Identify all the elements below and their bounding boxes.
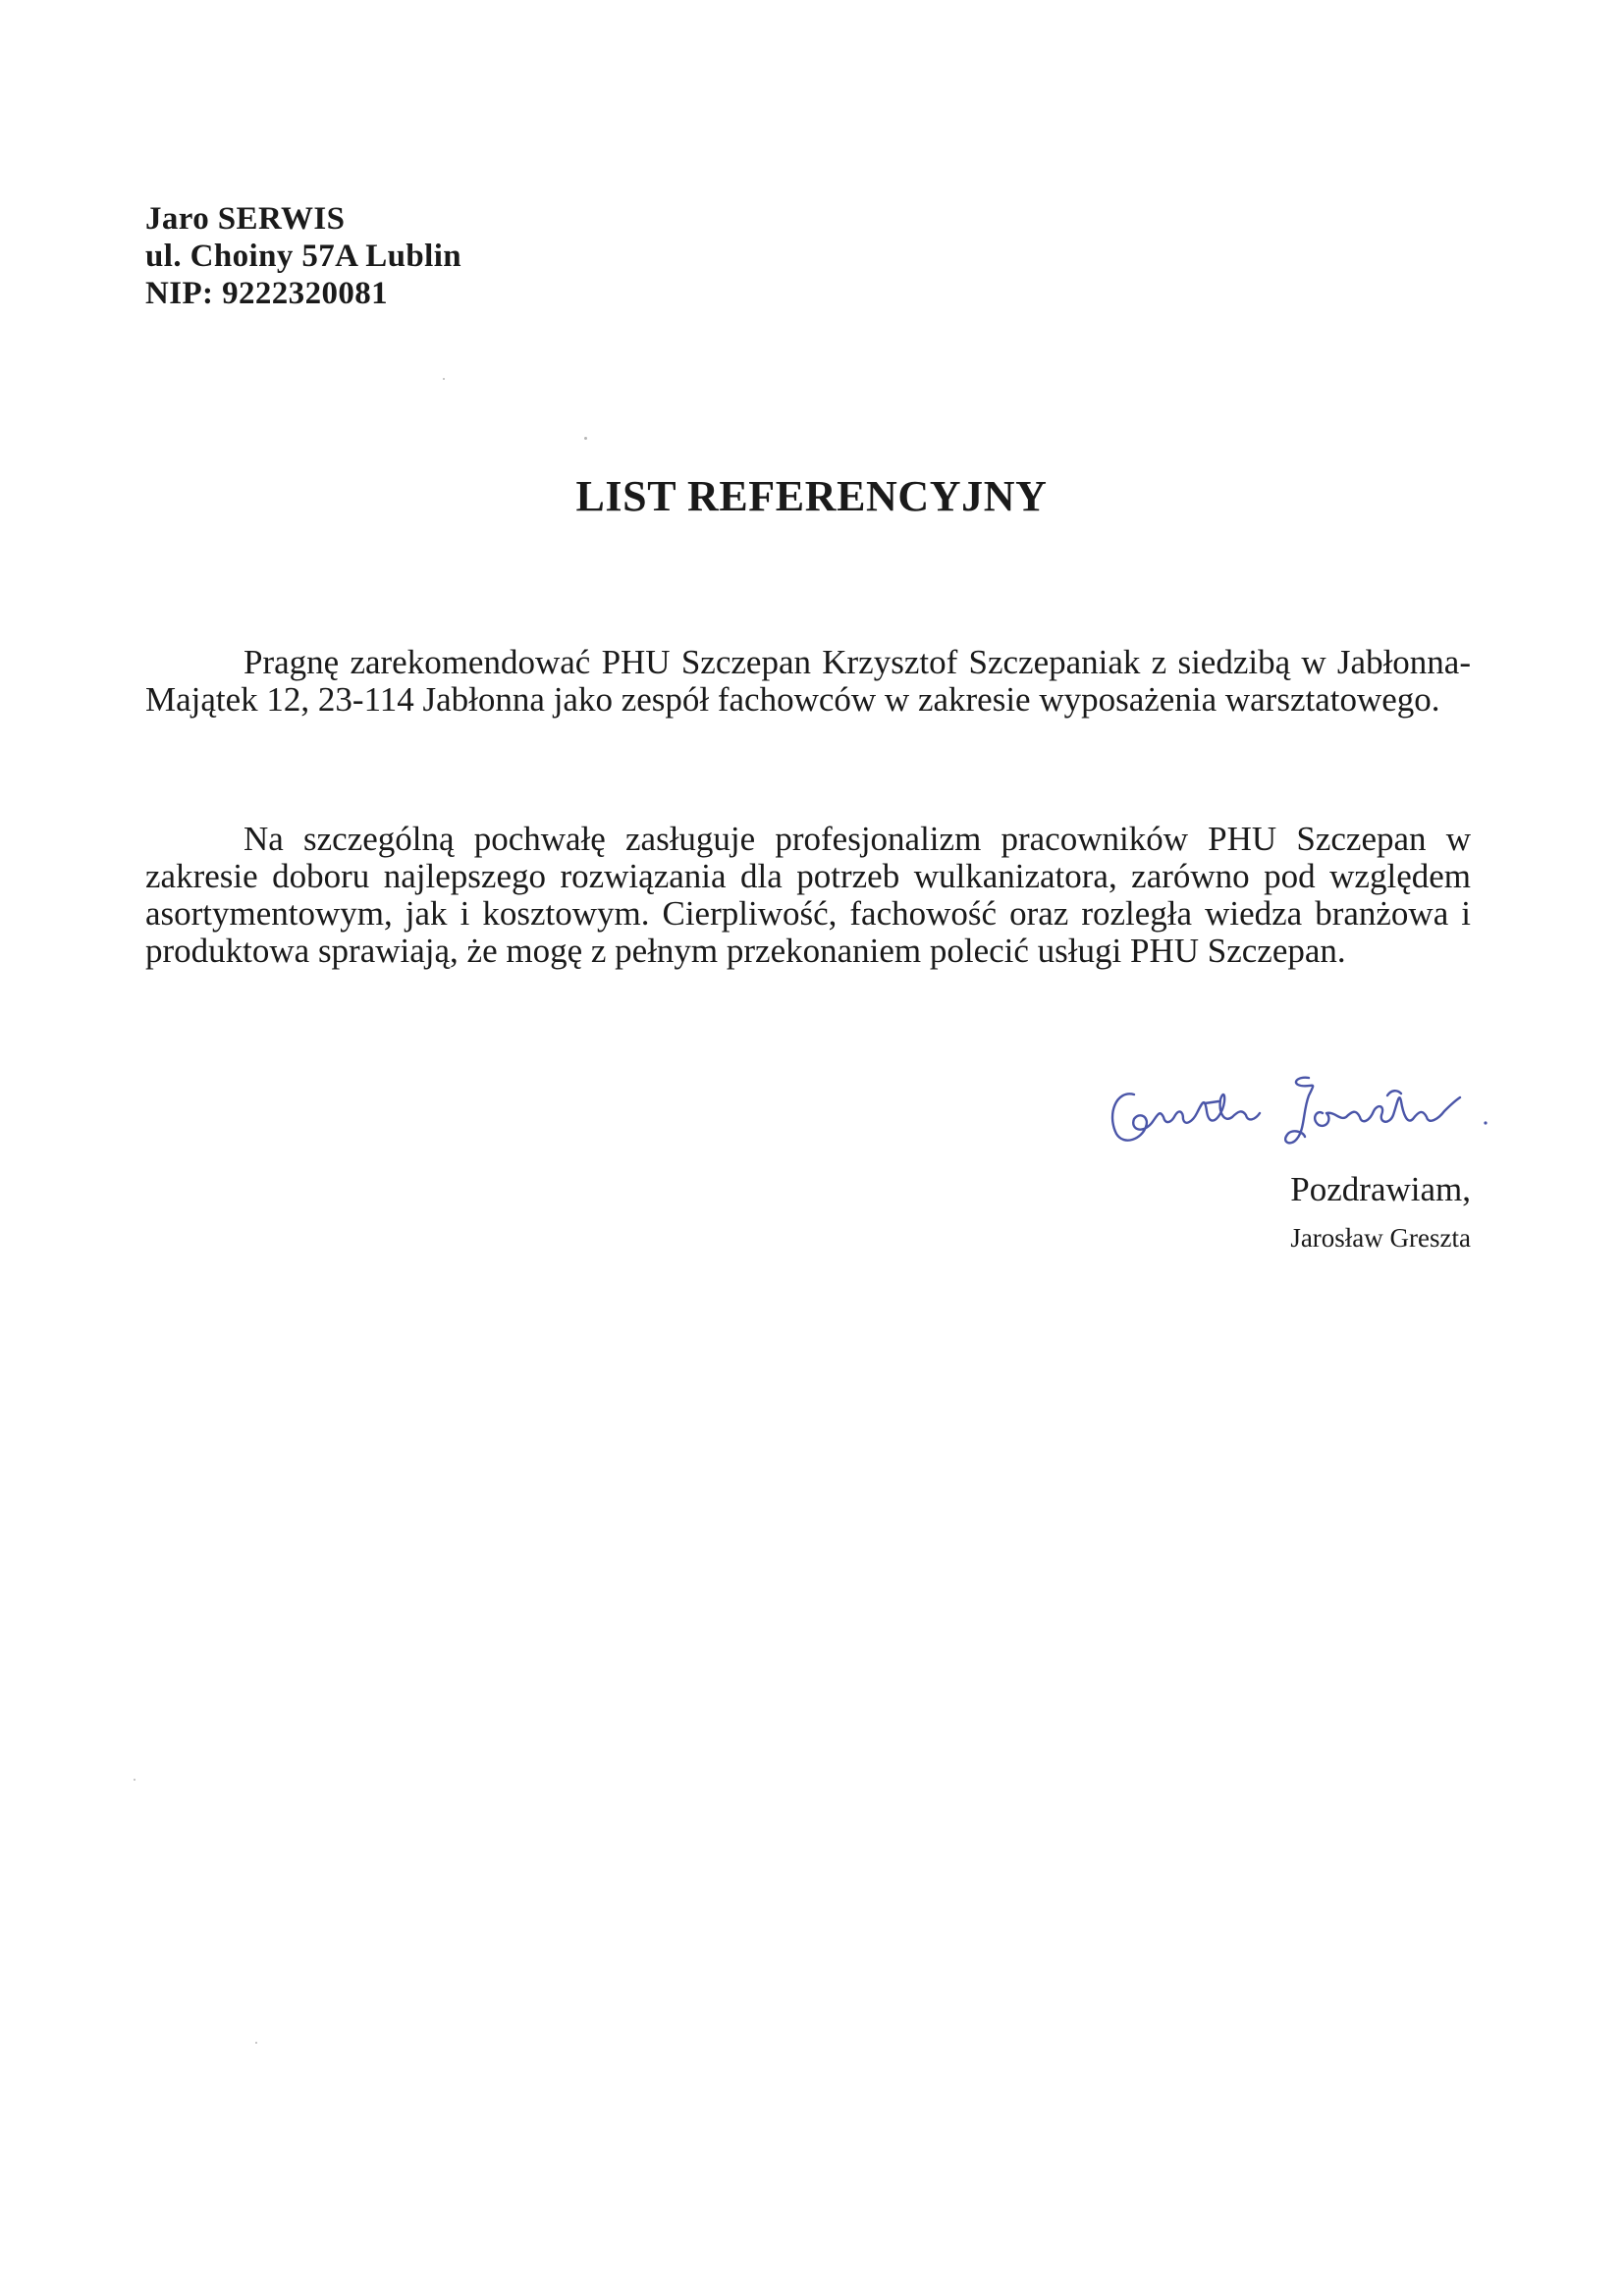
signature-drawing xyxy=(1095,1041,1507,1158)
handwritten-signature xyxy=(1095,1041,1507,1158)
scan-speck xyxy=(584,437,587,440)
document-title: LIST REFERENCYJNY xyxy=(575,472,1048,520)
closing-greeting: Pozdrawiam, xyxy=(1290,1170,1471,1208)
body-paragraph-1: Pragnę zarekomendować PHU Szczepan Krzysztof Szczepaniak z siedzibą w Jabłonna-Majątek 12, 23-114 Jabłonna jako zespół fachowców w zakresie wyposażenia warsztatowego. xyxy=(145,643,1471,719)
sender-block xyxy=(145,200,461,312)
scan-speck xyxy=(255,2042,257,2044)
body-paragraph-2: Na szczególną pochwałę zasługuje profesjonalizm pracowników PHU Szczepan w zakresie doboru najlepszego rozwiązania dla potrzeb wulkanizatora, zarówno pod względem asortymentowym, jak i kosztowym. Cierpliwość, fachowość oraz rozległa wiedza branżowa i produktowa sprawiają, że mogę z pełnym przekonaniem polecić usługi PHU Szczepan. xyxy=(145,820,1471,970)
sender-name: Jaro SERWIS xyxy=(145,201,346,237)
signer-name: Jarosław Greszta xyxy=(1290,1223,1471,1253)
scan-speck xyxy=(134,1779,135,1781)
sender-nip: NIP: 9222320081 xyxy=(145,276,389,311)
sender-address: ul. Choiny 57A Lublin xyxy=(145,239,462,274)
scan-speck xyxy=(443,378,445,380)
